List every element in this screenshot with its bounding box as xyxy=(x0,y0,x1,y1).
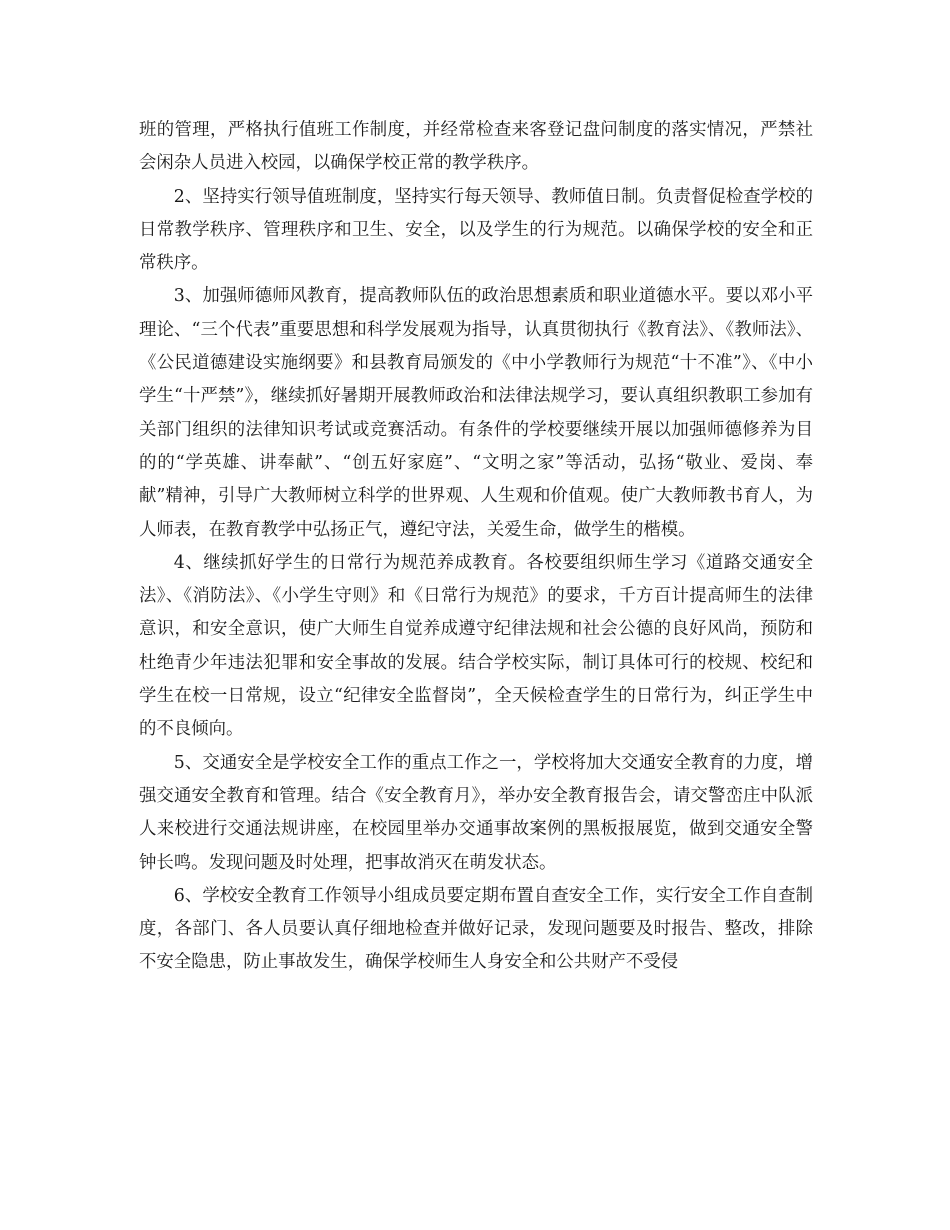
document-body xyxy=(139,114,813,980)
paragraph-continuation: 班的管理，严格执行值班工作制度，并经常检查来客登记盘问制度的落实情况，严禁社会闲杂人员进入校园，以确保学校正常的教学秩序。 xyxy=(139,120,813,174)
paragraph-item-4: 4、继续抓好学生的日常行为规范养成教育。各校要组织师生学习《道路交通安全法》、《消防法》、《小学生守则》和《日常行为规范》的要求，千方百计提高师生的法律意识，和安全意识，使广大师生自觉养成遵守纪律法规和社会公德的良好风尚，预防和杜绝青少年违法犯罪和安全事故的发展。结合学校实际，制订具体可行的校规、校纪和学生在校一日常规，设立“纪律安全监督岗”，全天候检查学生的日常行为，纠正学生中的不良倾向。 xyxy=(139,552,813,740)
paragraph-item-3: 3、加强师德师风教育，提高教师队伍的政治思想素质和职业道德水平。要以邓小平理论、“三个代表”重要思想和科学发展观为指导，认真贯彻执行《教育法》、《教师法》、《公民道德建设实施纲要》和县教育局颁发的《中小学教师行为规范“十不准”》、《中小学生“十严禁”》，继续抓好暑期开展教师政治和法律法规学习，要认真组织教职工参加有关部门组织的法律知识考试或竞赛活动。有条件的学校要继续开展以加强师德修养为目的的“学英雄、讲奉献”、“创五好家庭”、“文明之家”等活动，弘扬“敬业、爱岗、奉献”精神，引导广大教师树立科学的世界观、人生观和价值观。使广大教师教书育人，为人师表，在教育教学中弘扬正气，遵纪守法，关爱生命，做学生的楷模。 xyxy=(139,286,813,540)
paragraph-item-6: 6、学校安全教育工作领导小组成员要定期布置自查安全工作，实行安全工作自查制度，各部门、各人员要认真仔细地检查并做好记录，发现问题要及时报告、整改，排除不安全隐患，防止事故发生，确保学校师生人身安全和公共财产不受侵 xyxy=(139,885,813,973)
paragraph-item-5: 5、交通安全是学校安全工作的重点工作之一，学校将加大交通安全教育的力度，增强交通安全教育和管理。结合《安全教育月》，举办安全教育报告会，请交警峦庄中队派人来校进行交通法规讲座，在校园里举办交通事故案例的黑板报展览，做到交通安全警钟长鸣。发现问题及时处理，把事故消灭在萌发状态。 xyxy=(139,752,813,873)
paragraph-item-2: 2、坚持实行领导值班制度，坚持实行每天领导、教师值日制。负责督促检查学校的日常教学秩序、管理秩序和卫生、安全，以及学生的行为规范。以确保学校的安全和正常秩序。 xyxy=(139,186,813,274)
